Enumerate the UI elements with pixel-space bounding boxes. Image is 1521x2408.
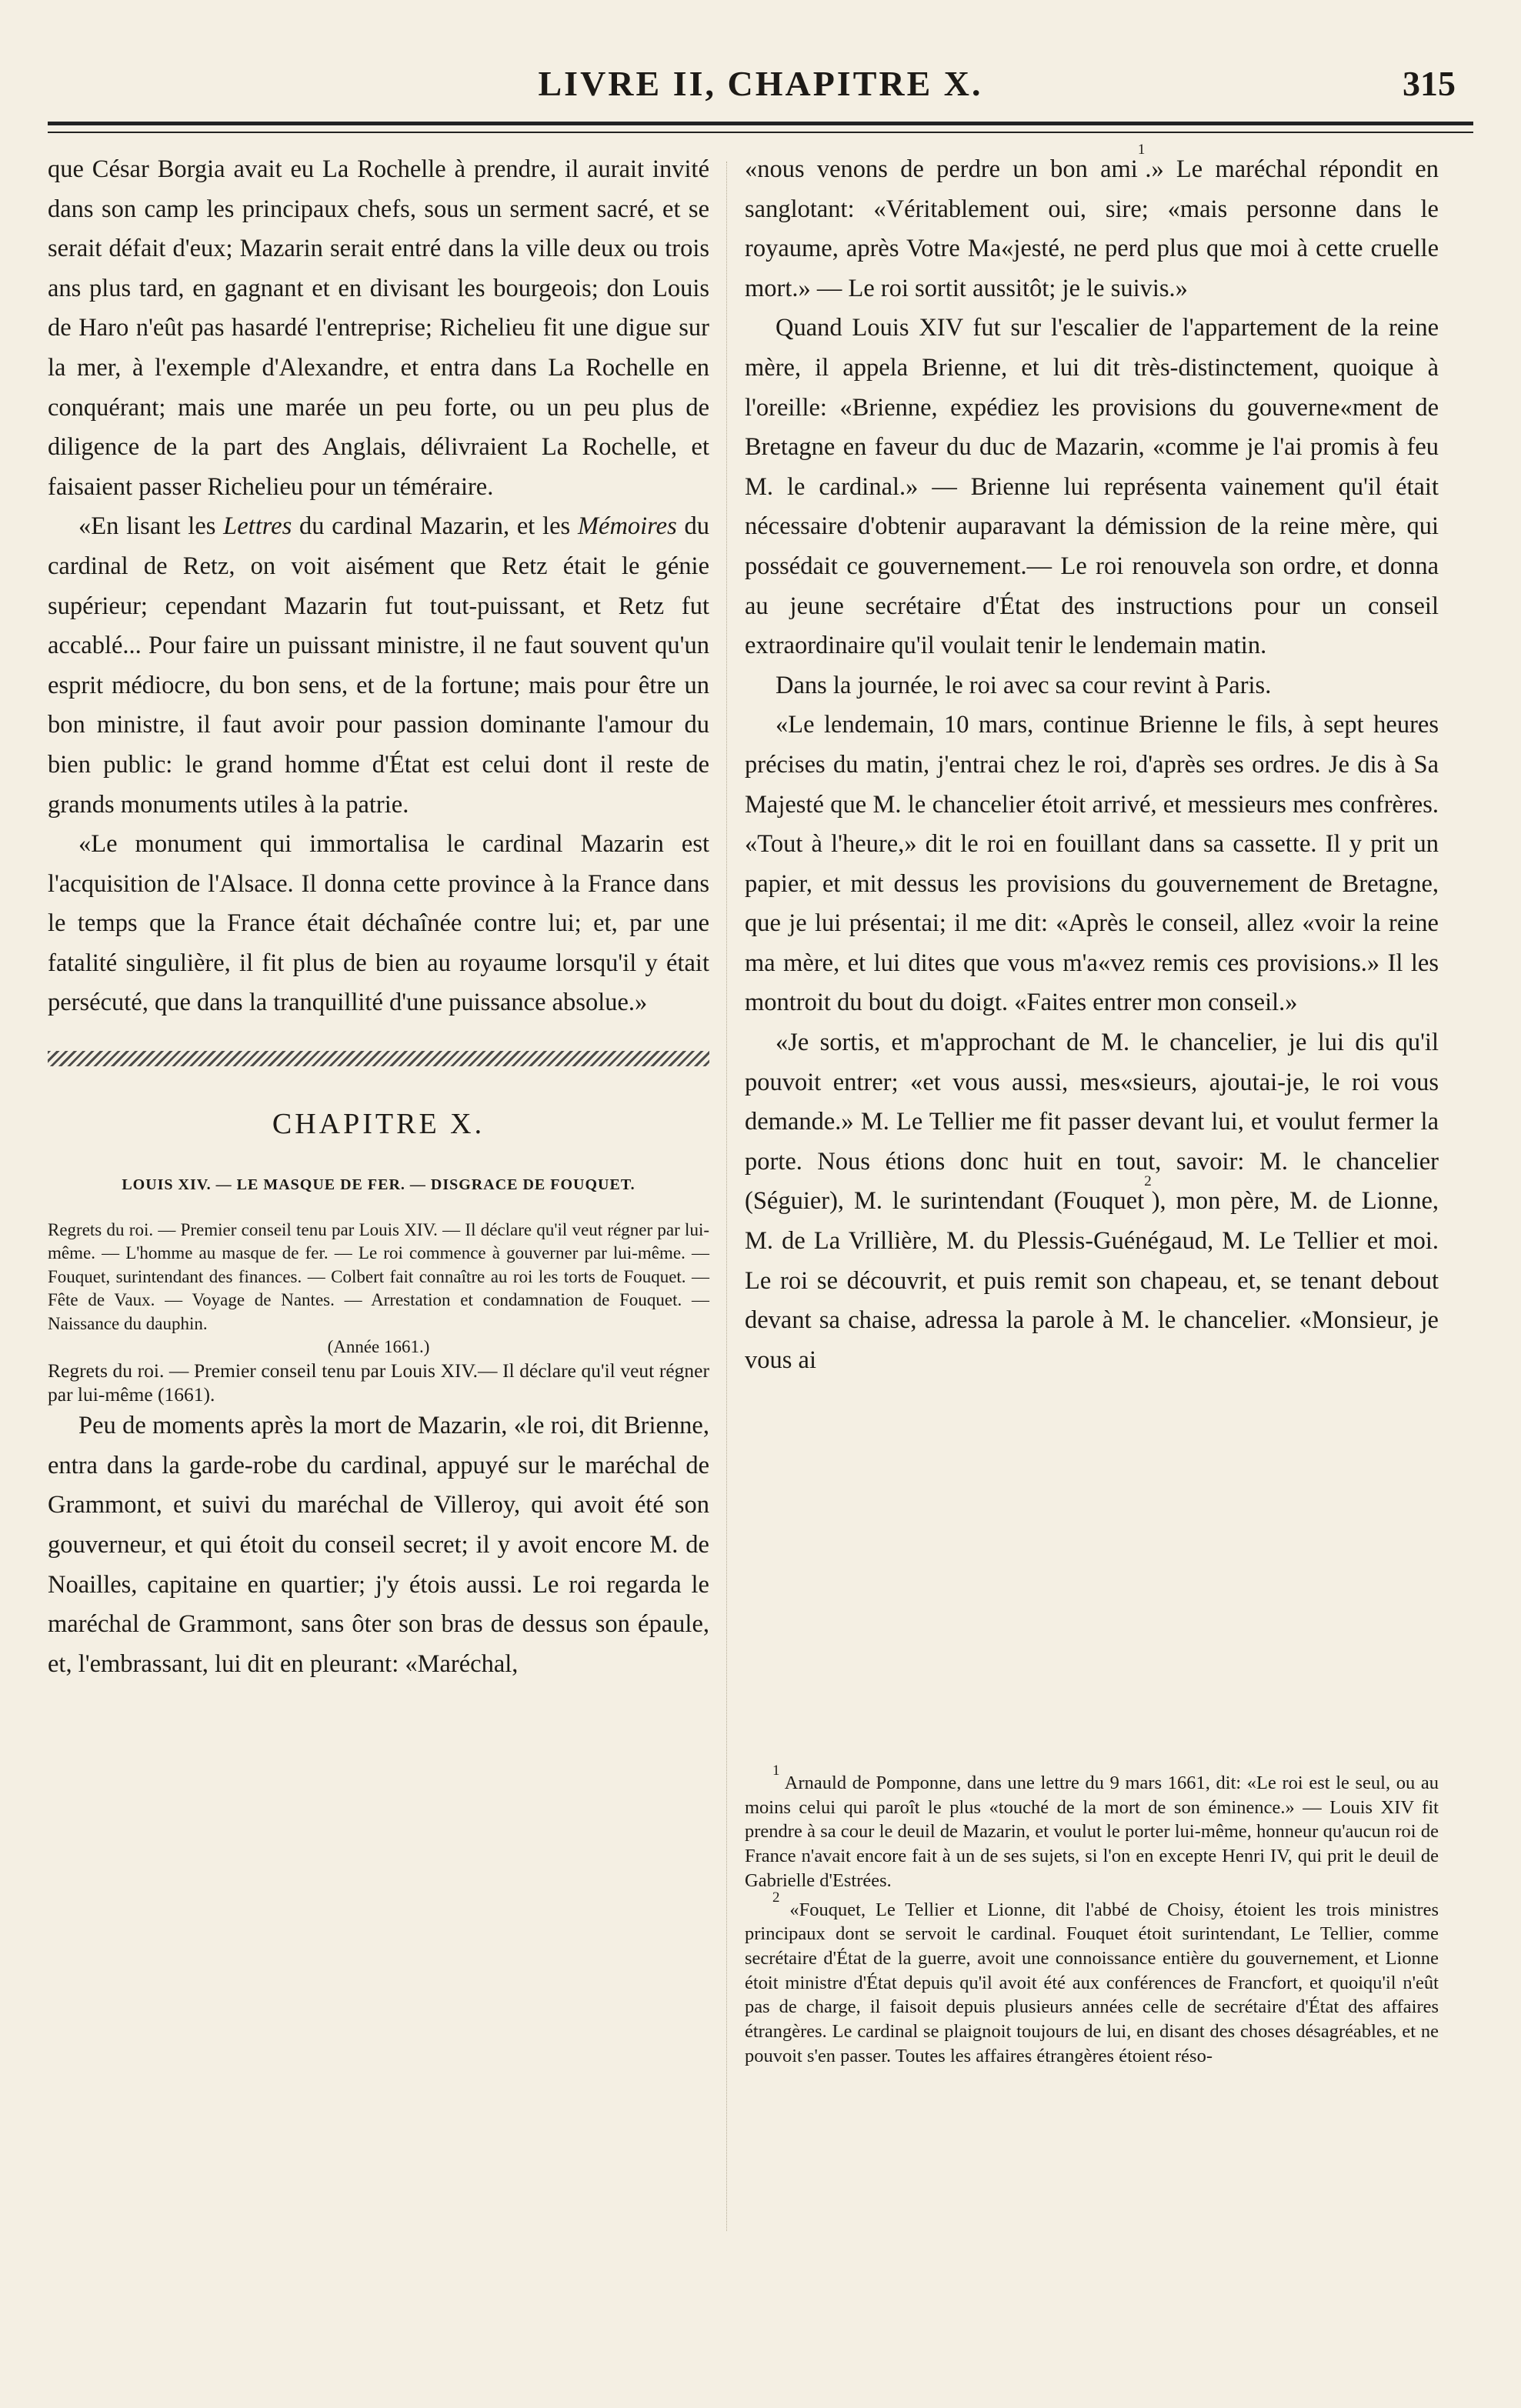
footnote — [745, 1889, 1439, 2069]
paragraph: «Le monument qui immortalisa le cardinal Mazarin est l'acquisition de l'Alsace. Il donna cette province à la France dans le temps que la France était déchaînée contre lui; et, par une fatalité singulière, il fit plus de bien au royaume lorsqu'il y était persécuté, que dans la tranquillité d'une puissance absolue.» — [48, 830, 709, 1017]
italic-title: Lettres — [223, 512, 292, 541]
footnote-number: 2 — [772, 1889, 780, 1906]
italic-title: Mémoires — [577, 512, 677, 541]
page-number: 315 — [1403, 64, 1456, 103]
footnote-ref: 1 — [1137, 142, 1146, 158]
footnote-text: «Fouquet, Le Tellier et Lionne, dit l'abbé de Choisy, étoient les trois ministres principaux dont se servoit le cardinal. Fouquet étoit surintendant, Le Tellier, comme secrétaire d'État de la guerre, avoit une connoissance entière du gouvernement, et Lionne étoit ministre d'État depuis qu'il avoit été aux conférences de Francfort, et quoiqu'il n'eût pas de charge, il faisoit depuis plusieurs années celle de secrétaire d'État des affaires étrangères. Le cardinal se plaignoit toujours de lui, en disant des choses désagréables, et ne pouvoit s'en passer. Toutes les affaires étrangères étoient réso- — [745, 1899, 1439, 2066]
left-column — [48, 150, 709, 1684]
paragraph — [48, 507, 709, 825]
chapter-subtitle: LOUIS XIV. — LE MASQUE DE FER. — DISGRACE DE FOUQUET. — [122, 1176, 635, 1193]
chapter-title: CHAPITRE X. — [272, 1108, 485, 1141]
text-run: du cardinal Mazarin, et les — [292, 512, 578, 541]
running-head — [0, 63, 1521, 109]
paragraph — [745, 1023, 1439, 1380]
footnote-text: Arnauld de Pomponne, dans une lettre du 9 mars 1661, dit: «Le roi est le seul, ou au moins celui qui paroît le plus «touché de la mort de son éminence.» — Louis XIV fit prendre à sa cour le deuil de Mazarin, et voulut le porter lui-même, honneur qu'aucun roi de France n'avait encore fait à un de ses sujets, si l'on en excepte Henri IV, qui prit le deuil de Gabrielle d'Estrées. — [745, 1773, 1439, 1891]
footnotes — [745, 1763, 1439, 2068]
footnote — [745, 1763, 1439, 1893]
footnote-ref: 2 — [1144, 1173, 1152, 1190]
footnote-number: 1 — [772, 1763, 780, 1779]
paragraph: Quand Louis XIV fut sur l'escalier de l'appartement de la reine mère, il appela Brienne, et lui dit très-distinctement, quoique à l'oreille: «Brienne, expédiez les provisions du gouverne«ment de Bretagne en faveur du duc de Mazarin, «comme je l'ai promis à feu M. le cardinal.» — Brienne lui représenta vainement qu'il était nécessaire d'obtenir auparavant la démission de la reine mère, qui possédait ce gouvernement.— Le roi renouvela son ordre, et donna au jeune secrétaire d'État des instructions pour un conseil extraordinaire qu'il voulait tenir le lendemain matin. — [745, 314, 1439, 660]
ornament-divider — [48, 1051, 709, 1066]
section-heading: Regrets du roi. — Premier conseil tenu par Louis XIV.— Il déclare qu'il veut régner par lui-même (1661). — [48, 1359, 709, 1406]
text-run: du cardinal de Retz, on voit aisément que Retz était le génie supérieur; cependant Mazarin fut tout-puissant, et Retz fut accablé... Pour faire un puissant ministre, il ne faut souvent qu'un esprit médiocre, du bon sens, et de la fortune; mais pour être un bon ministre, il faut avoir pour passion dominante l'amour du bien public: le grand homme d'État est celui dont il reste de grands monuments utiles à la patrie. — [48, 512, 709, 819]
column-divider — [726, 162, 727, 2231]
paragraph: «Le lendemain, 10 mars, continue Brienne le fils, à sept heures précises du matin, j'entrai chez le roi, d'après ses ordres. Je dis à Sa Majesté que M. le chancelier étoit arrivé, et messieurs mes confrères. «Tout à l'heure,» dit le roi en fouillant dans sa cassette. Il y prit un papier, et mit dessus les provisions du gouvernement de Bretagne, que je lui présentai; il me dit: «Après le conseil, allez «voir la reine ma mère, et lui dites que vous m'a«vez remis ces provisions.» Il les montroit du bout du doigt. «Faites entrer mon conseil.» — [745, 711, 1439, 1017]
paragraph: Peu de moments après la mort de Mazarin, «le roi, dit Brienne, entra dans la garde-robe du cardinal, appuyé sur le maréchal de Grammont, et suivi du maréchal de Villeroy, qui avoit été son gouverneur, et qui étoit du conseil secret; il y avoit encore M. de Noailles, capitaine en quartier; j'y étois aussi. Le roi regarda le maréchal de Grammont, sans ôter son bras de dessus son épaule, et, l'embrassant, lui dit en pleurant: «Maréchal, — [48, 1412, 709, 1678]
right-column — [745, 142, 1439, 1380]
running-title: LIVRE II, CHAPITRE X. — [538, 64, 983, 103]
text-run: ), mon père, M. de Lionne, M. de La Vrillière, M. du Plessis-Guénégaud, M. Le Tellier et moi. Le roi se découvrit, et puis remit son chapeau, et, se tenant debout devant sa chaise, adressa la parole à M. le chancelier. «Monsieur, je vous ai — [745, 1187, 1439, 1374]
chapter-summary: Regrets du roi. — Premier conseil tenu par Louis XIV. — Il déclare qu'il veut régner par lui-même. — L'homme au masque de fer. — Le roi commence à gouverner par lui-même. — Fouquet, surintendant des finances. — Colbert fait connaître au roi les torts de Fouquet. — Fête de Vaux. — Voyage de Nantes. — Arrestation et condamnation de Fouquet. — Naissance du dauphin. — [48, 1219, 709, 1333]
header-rule — [48, 122, 1473, 133]
paragraph: que César Borgia avait eu La Rochelle à prendre, il aurait invité dans son camp les principaux chefs, sous un serment sacré, et se serait défait d'eux; Mazarin serait entré dans la ville deux ou trois ans plus tard, en gagnant et en divisant les bourgeois; don Louis de Haro n'eût pas hasardé l'entreprise; Richelieu fit une digue sur la mer, à l'exemple d'Alexandre, et entra dans La Rochelle en conquérant; mais une marée un peu forte, ou un peu plus de diligence de la part des Anglais, délivraient La Rochelle, et faisaient passer Richelieu pour un téméraire. — [48, 155, 709, 501]
paragraph — [745, 142, 1439, 309]
text-run: «En lisant les — [78, 512, 224, 541]
text-run: «nous venons de perdre un bon ami — [745, 155, 1138, 183]
paragraph: Dans la journée, le roi avec sa cour revint à Paris. — [776, 671, 1272, 699]
chapter-year: (Année 1661.) — [327, 1337, 430, 1357]
text-run: .» Le maréchal répondit en sanglotant: «Véritablement oui, sire; «mais personne dans le royaume, après Votre Ma«jesté, ne perd plus que moi à cette cruelle mort.» — Le roi sortit aussitôt; je le suivis.» — [745, 155, 1439, 302]
text-run: «Je sortis, et m'approchant de M. le chancelier, je lui dis qu'il pouvoit entrer; «et vous aussi, mes«sieurs, ajoutai-je, le roi vous demande.» M. Le Tellier me fit passer devant lui, et voulut fermer la porte. Nous étions donc huit en tout, savoir: M. le chancelier (Séguier), M. le surintendant (Fouquet — [745, 1029, 1439, 1216]
